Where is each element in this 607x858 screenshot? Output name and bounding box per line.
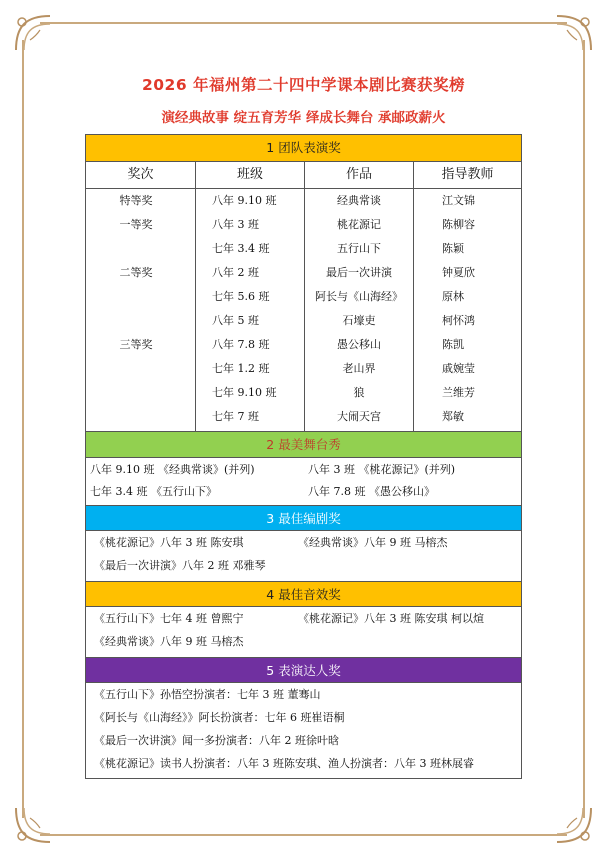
teacher-cell: 陈凯: [442, 338, 464, 351]
column-header-work: 作品: [345, 167, 372, 182]
teacher-cell: 兰维芳: [442, 386, 475, 399]
award-cell: 二等奖: [119, 266, 153, 279]
section-heading-script: 3 最佳编剧奖: [86, 505, 521, 531]
frame-right-border: [583, 40, 585, 818]
teacher-cell: 江文锦: [442, 194, 475, 207]
list-item: 《桃花源记》读书人扮演者：八年 3 班陈安琪、渔人扮演者：八年 3 班林展睿: [94, 757, 474, 770]
class-cell: 七年 3.4 班: [212, 242, 270, 255]
class-cell: 八年 5 班: [212, 314, 259, 327]
teacher-cell: 钟夏欣: [442, 266, 475, 279]
column-header-class: 班级: [236, 167, 263, 182]
corner-ornament-icon: [10, 10, 56, 56]
award-cell: 一等奖: [119, 218, 153, 231]
list-item: 《最后一次讲演》闻一多扮演者：八年 2 班徐叶晗: [94, 734, 339, 747]
corner-ornament-icon: [551, 802, 597, 848]
list-item: 八年 7.8 班 《愚公移山》: [308, 485, 435, 498]
class-cell: 七年 1.2 班: [212, 362, 270, 375]
section-heading-actor: 5 表演达人奖: [86, 657, 521, 683]
award-cell: [86, 285, 186, 309]
teacher-cell: 陈柳容: [442, 218, 475, 231]
work-cell: 愚公移山: [337, 338, 381, 351]
column-divider: [413, 162, 414, 431]
list-item: 八年 3 班 《桃花源记》(并列): [308, 463, 456, 476]
work-cell: 狼: [353, 386, 365, 399]
work-cell: 桃花源记: [337, 218, 381, 231]
list-item: 《桃花源记》八年 3 班 陈安琪 柯以煊: [298, 612, 484, 625]
class-cell: 八年 2 班: [212, 266, 259, 279]
class-cell: 八年 3 班: [212, 218, 259, 231]
list-item: 《五行山下》七年 4 班 曾熙宁: [94, 612, 244, 625]
section-heading-sound: 4 最佳音效奖: [86, 581, 521, 607]
award-cell: [86, 357, 186, 381]
award-cell: [86, 381, 186, 405]
teacher-cell: 戚婉莹: [442, 362, 475, 375]
award-board: [85, 134, 522, 779]
list-item: 《阿长与《山海经》》阿长扮演者：七年 6 班崔语桐: [94, 711, 345, 724]
corner-ornament-icon: [551, 10, 597, 56]
list-item: 《桃花源记》八年 3 班 陈安琪: [94, 536, 244, 549]
section-heading-stage: 2 最美舞台秀: [86, 431, 521, 458]
teacher-cell: 郑敏: [442, 410, 464, 423]
teacher-cell: 柯怀鸿: [442, 314, 475, 327]
award-cell: 特等奖: [119, 194, 153, 207]
class-cell: 七年 9.10 班: [212, 386, 277, 399]
work-cell: 老山界: [342, 362, 376, 375]
work-cell: 石壕吏: [342, 314, 376, 327]
list-item: 《最后一次讲演》八年 2 班 邓雅琴: [94, 559, 266, 572]
work-cell: 经典常谈: [337, 194, 381, 207]
column-header-award: 奖次: [127, 167, 154, 182]
award-cell: [86, 309, 186, 333]
list-item: 八年 9.10 班 《经典常谈》(并列): [90, 463, 255, 476]
class-cell: 七年 7 班: [212, 410, 259, 423]
column-header-teacher: 指导教师: [441, 167, 494, 182]
award-cell: 三等奖: [119, 338, 153, 351]
page-subtitle: 演经典故事 绽五育芳华 绎成长舞台 承邮政薪火: [161, 110, 446, 126]
frame-left-border: [22, 40, 24, 818]
class-cell: 七年 5.6 班: [212, 290, 270, 303]
list-item: 《经典常谈》八年 9 班 马榕杰: [94, 635, 244, 648]
class-cell: 八年 9.10 班: [212, 194, 277, 207]
award-cell: [86, 405, 186, 429]
class-cell: 八年 7.8 班: [212, 338, 270, 351]
frame-bottom-border: [40, 834, 567, 836]
corner-ornament-icon: [10, 802, 56, 848]
list-item: 《经典常谈》八年 9 班 马榕杰: [298, 536, 448, 549]
work-cell: 大闹天宫: [337, 410, 381, 423]
award-cell: [86, 237, 186, 261]
page-title: 2026 年福州第二十四中学课本剧比赛获奖榜: [141, 76, 466, 94]
column-divider: [195, 162, 196, 431]
section-heading-team: 1 团队表演奖: [86, 135, 521, 162]
work-cell: 阿长与《山海经》: [315, 290, 403, 303]
frame-top-border: [40, 22, 567, 24]
teacher-cell: 陈颖: [442, 242, 464, 255]
list-item: 七年 3.4 班 《五行山下》: [90, 485, 217, 498]
list-item: 《五行山下》孙悟空扮演者：七年 3 班 董骞山: [94, 688, 321, 701]
work-cell: 五行山下: [337, 242, 381, 255]
teacher-cell: 原林: [442, 290, 464, 303]
work-cell: 最后一次讲演: [326, 266, 392, 279]
